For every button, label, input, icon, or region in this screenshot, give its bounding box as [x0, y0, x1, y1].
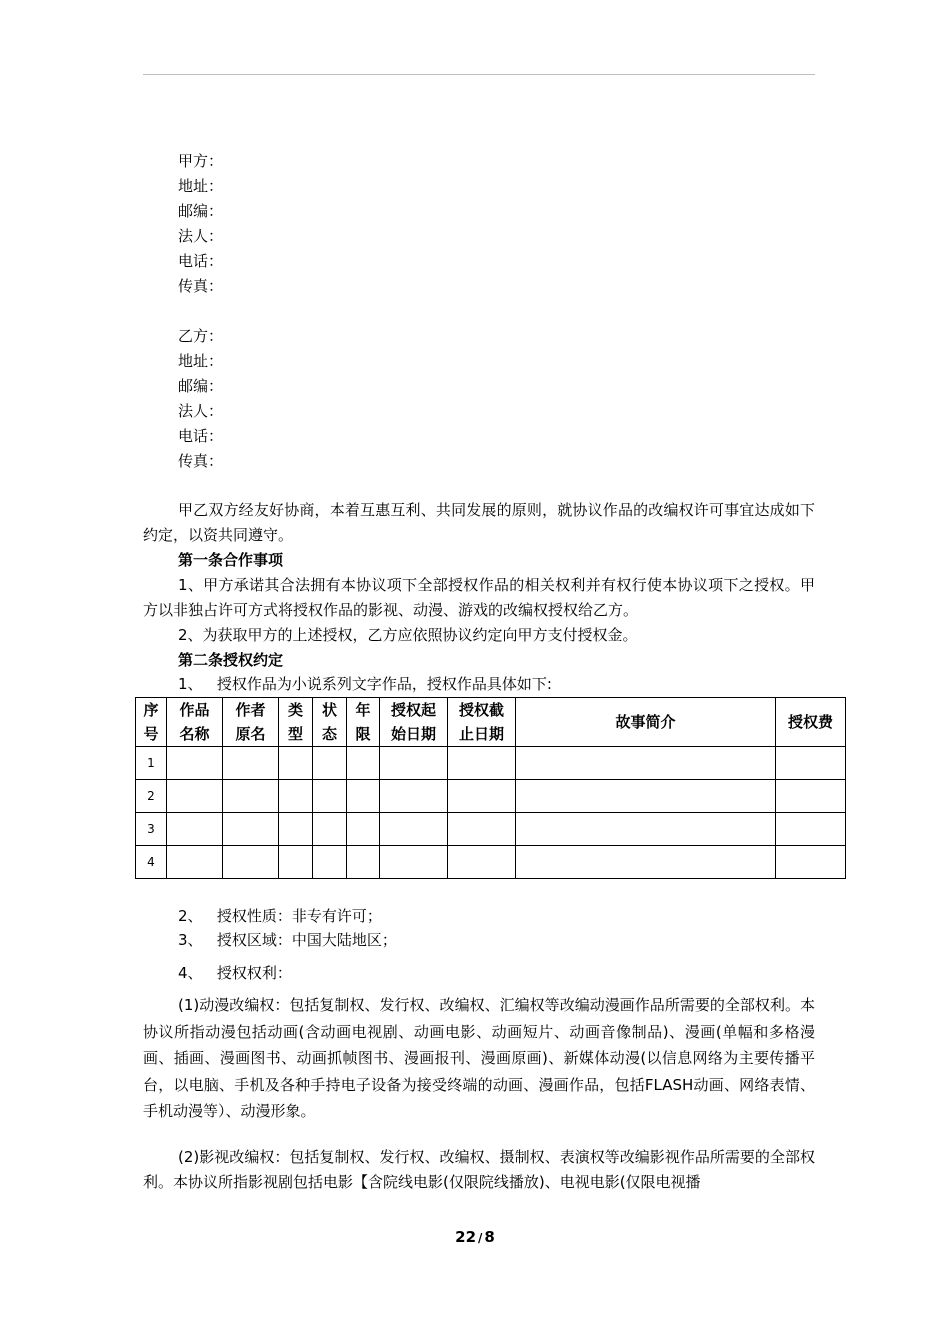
table-cell — [516, 846, 776, 879]
table-row — [136, 747, 846, 780]
table-cell — [776, 780, 846, 813]
table-cell — [313, 747, 347, 780]
party-a-name: 甲方： — [178, 152, 224, 170]
header-cell: 作品 名称 — [167, 698, 223, 747]
party-b-address: 地址： — [178, 352, 224, 370]
table-cell — [223, 747, 279, 780]
table-cell — [347, 747, 380, 780]
article1-item2: 2、为获取甲方的上述授权，乙方应依照协议约定向甲方支付授权金。 — [178, 626, 638, 644]
table-cell — [167, 813, 223, 846]
table-cell — [347, 780, 380, 813]
table-cell — [347, 846, 380, 879]
header-cell: 故事简介 — [516, 698, 776, 747]
page-number — [0, 1228, 950, 1246]
film-rights-paragraph: (2)影视改编权：包括复制权、发行权、改编权、摄制权、表演权等改编影视作品所需要的全部权利。本协议所指影视剧包括电影【含院线电影(仅限院线播放)、电视电影(仅限电视播 — [143, 1148, 815, 1191]
table-cell — [448, 813, 516, 846]
page-total: 8 — [484, 1228, 495, 1246]
table-cell — [223, 780, 279, 813]
table-cell — [776, 747, 846, 780]
table-cell — [313, 846, 347, 879]
party-b-postcode: 邮编： — [178, 377, 224, 395]
header-cell: 授权截 止日期 — [448, 698, 516, 747]
party-a-phone: 电话： — [178, 252, 224, 270]
table-row — [136, 780, 846, 813]
header-cell: 授权起 始日期 — [380, 698, 448, 747]
table-cell — [776, 813, 846, 846]
table-row — [136, 813, 846, 846]
article2-item2: 2、 授权性质：非专有许可； — [178, 907, 382, 925]
table-cell — [167, 747, 223, 780]
header-cell: 状 态 — [313, 698, 347, 747]
table-cell — [516, 747, 776, 780]
table-cell — [380, 813, 448, 846]
article1-item1: 1、甲方承诺其合法拥有本协议项下全部授权作品的相关权利并有权行使本协议项下之授权。甲方以非独占许可方式将授权作品的影视、动漫、游戏的改编权授权给乙方。 — [143, 576, 815, 619]
table-cell — [347, 813, 380, 846]
table-cell — [448, 747, 516, 780]
row-number: 1 — [136, 747, 167, 780]
table-cell — [313, 780, 347, 813]
article2-title: 第二条授权约定 — [178, 651, 284, 669]
table-row — [136, 846, 846, 879]
header-rule — [143, 74, 815, 75]
header-cell: 授权费 — [776, 698, 846, 747]
table-cell — [223, 846, 279, 879]
party-a-address: 地址： — [178, 177, 224, 195]
article2-item4: 4、 授权权利： — [178, 964, 292, 982]
party-b-phone: 电话： — [178, 427, 224, 445]
table-header-row — [136, 698, 846, 747]
table-cell — [279, 747, 313, 780]
table-cell — [516, 813, 776, 846]
row-number: 3 — [136, 813, 167, 846]
intro-paragraph: 甲乙双方经友好协商，本着互惠互利、共同发展的原则，就协议作品的改编权许可事宜达成如下约定，以资共同遵守。 — [143, 501, 815, 544]
party-a-fax: 传真： — [178, 277, 224, 295]
works-table — [135, 697, 846, 879]
article1-title: 第一条合作事项 — [178, 551, 284, 569]
table-cell — [776, 846, 846, 879]
party-a-postcode: 邮编： — [178, 202, 224, 220]
header-cell: 年 限 — [347, 698, 380, 747]
table-cell — [279, 813, 313, 846]
party-b-name: 乙方： — [178, 327, 224, 345]
header-cell: 类 型 — [279, 698, 313, 747]
table-cell — [313, 813, 347, 846]
party-b-fax: 传真： — [178, 452, 224, 470]
row-number: 4 — [136, 846, 167, 879]
table-cell — [448, 846, 516, 879]
table-cell — [380, 846, 448, 879]
table-cell — [279, 780, 313, 813]
party-b-legal-person: 法人： — [178, 402, 224, 420]
table-cell — [448, 780, 516, 813]
article2-item3: 3、 授权区域：中国大陆地区； — [178, 931, 397, 949]
header-cell: 序 号 — [136, 698, 167, 747]
table-cell — [167, 780, 223, 813]
header-cell: 作者 原名 — [223, 698, 279, 747]
table-cell — [279, 846, 313, 879]
row-number: 2 — [136, 780, 167, 813]
article2-item1: 1、 授权作品为小说系列文字作品，授权作品具体如下: — [178, 675, 552, 693]
table-cell — [380, 747, 448, 780]
party-a-legal-person: 法人： — [178, 227, 224, 245]
table-cell — [223, 813, 279, 846]
table-cell — [380, 780, 448, 813]
page-separator: / — [478, 1231, 483, 1245]
page-current: 22 — [455, 1228, 477, 1246]
table-cell — [516, 780, 776, 813]
table-cell — [167, 846, 223, 879]
animation-rights-paragraph: (1)动漫改编权：包括复制权、发行权、改编权、汇编权等改编动漫画作品所需要的全部权利。本协议所指动漫包括动画(含动画电视剧、动画电影、动画短片、动画音像制品)、漫画(单幅和多格漫画、插画、漫画图书、动画抓帧图书、漫画报刊、漫画原画)、新媒体动漫(以信息网络为主要传播平台，以电脑、手机及各种手持电子设备为接受终端的动画、漫画作品，包括FLASH动画、网络表情、手机动漫等）、动漫形象。 — [143, 996, 815, 1120]
